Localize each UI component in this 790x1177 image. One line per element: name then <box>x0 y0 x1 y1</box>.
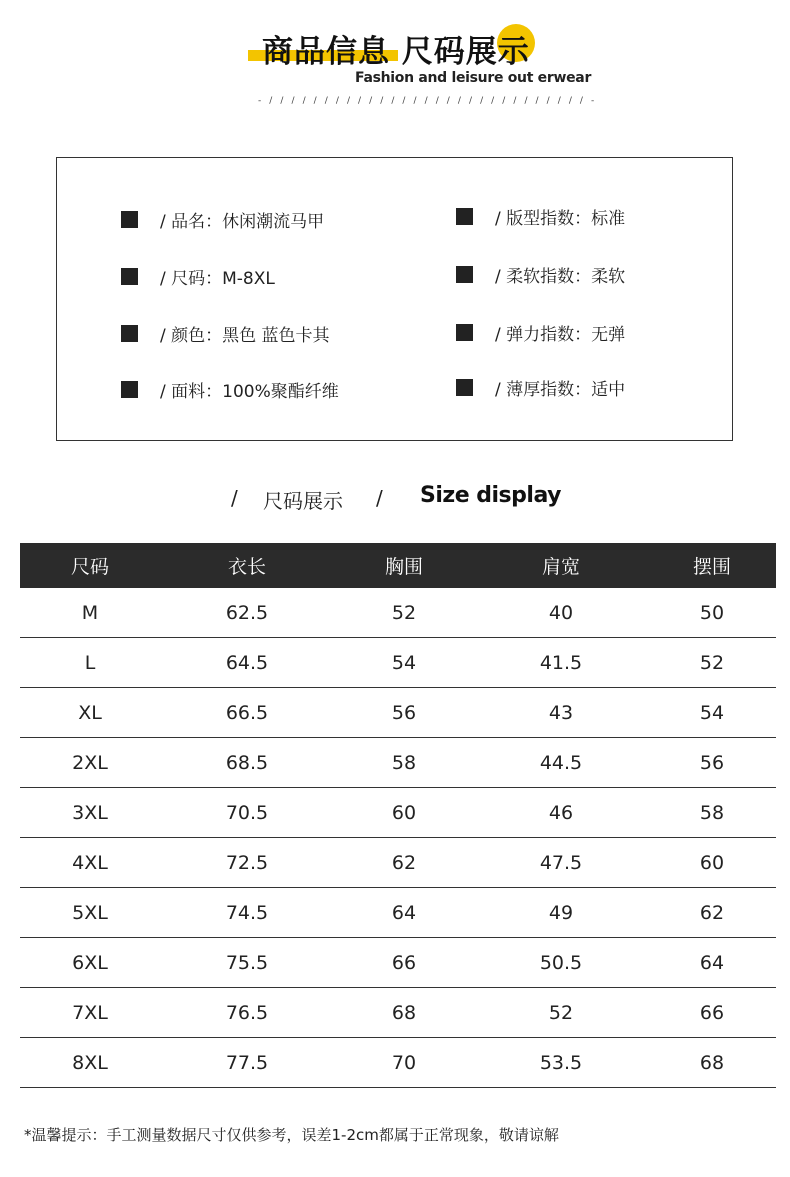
page-subtitle: Fashion and leisure out erwear <box>355 70 592 86</box>
bullet-square-icon <box>121 211 138 228</box>
bullet-square-icon <box>456 266 473 283</box>
cell-chest: 64 <box>334 888 474 938</box>
cell-hem: 62 <box>648 888 776 938</box>
cell-length: 68.5 <box>160 738 334 788</box>
info-softness: / 柔软指数：柔软 <box>495 267 626 287</box>
table-row <box>20 838 776 888</box>
header-size: 尺码 <box>20 543 160 588</box>
table-header-row <box>20 543 776 588</box>
cell-hem: 68 <box>648 1038 776 1088</box>
info-item <box>121 264 275 289</box>
table-row <box>20 938 776 988</box>
cell-chest: 68 <box>334 988 474 1038</box>
table-row <box>20 588 776 638</box>
cell-size: 7XL <box>20 988 160 1038</box>
cell-length: 66.5 <box>160 688 334 738</box>
bullet-square-icon <box>121 268 138 285</box>
cell-shoulder: 41.5 <box>474 638 648 688</box>
cell-length: 77.5 <box>160 1038 334 1088</box>
header-chest: 胸围 <box>334 543 474 588</box>
cell-size: 4XL <box>20 838 160 888</box>
cell-shoulder: 40 <box>474 588 648 638</box>
info-item <box>121 321 330 346</box>
cell-length: 62.5 <box>160 588 334 638</box>
bullet-square-icon <box>456 324 473 341</box>
table-row <box>20 688 776 738</box>
measurement-note: *温馨提示：手工测量数据尺寸仅供参考，误差1-2cm都属于正常现象，敬请谅解 <box>24 1126 559 1144</box>
cell-chest: 56 <box>334 688 474 738</box>
bullet-square-icon <box>121 325 138 342</box>
cell-shoulder: 50.5 <box>474 938 648 988</box>
cell-hem: 50 <box>648 588 776 638</box>
cell-shoulder: 43 <box>474 688 648 738</box>
header-shoulder: 肩宽 <box>474 543 648 588</box>
table-row <box>20 788 776 838</box>
info-color: / 颜色：黑色 蓝色卡其 <box>160 326 330 346</box>
heading-slash: / <box>376 486 383 510</box>
cell-shoulder: 52 <box>474 988 648 1038</box>
table-row <box>20 1038 776 1088</box>
cell-length: 75.5 <box>160 938 334 988</box>
table-row <box>20 988 776 1038</box>
info-name: / 品名：休闲潮流马甲 <box>160 212 325 232</box>
product-info-box <box>56 157 733 441</box>
table-row <box>20 738 776 788</box>
cell-shoulder: 53.5 <box>474 1038 648 1088</box>
cell-chest: 52 <box>334 588 474 638</box>
cell-shoulder: 49 <box>474 888 648 938</box>
heading-slash: / <box>231 486 238 510</box>
cell-size: 6XL <box>20 938 160 988</box>
info-item <box>456 320 625 345</box>
cell-size: 5XL <box>20 888 160 938</box>
cell-shoulder: 46 <box>474 788 648 838</box>
cell-chest: 70 <box>334 1038 474 1088</box>
cell-chest: 54 <box>334 638 474 688</box>
size-display-heading <box>0 478 790 518</box>
info-thickness: / 薄厚指数：适中 <box>495 380 626 400</box>
info-elasticity: / 弹力指数：无弹 <box>495 325 626 345</box>
size-table <box>20 543 776 1088</box>
cell-chest: 66 <box>334 938 474 988</box>
cell-size: 3XL <box>20 788 160 838</box>
cell-hem: 56 <box>648 738 776 788</box>
cell-chest: 58 <box>334 738 474 788</box>
info-item <box>121 377 339 402</box>
info-item <box>456 262 625 287</box>
cell-shoulder: 47.5 <box>474 838 648 888</box>
table-row <box>20 638 776 688</box>
cell-length: 74.5 <box>160 888 334 938</box>
cell-chest: 62 <box>334 838 474 888</box>
cell-hem: 66 <box>648 988 776 1038</box>
heading-cn: 尺码展示 <box>263 489 343 513</box>
cell-hem: 60 <box>648 838 776 888</box>
cell-size: L <box>20 638 160 688</box>
bullet-square-icon <box>456 379 473 396</box>
bullet-square-icon <box>456 208 473 225</box>
info-item <box>456 204 625 229</box>
cell-shoulder: 44.5 <box>474 738 648 788</box>
info-item <box>121 207 324 232</box>
cell-chest: 60 <box>334 788 474 838</box>
cell-length: 72.5 <box>160 838 334 888</box>
header-hem: 摆围 <box>648 543 776 588</box>
cell-hem: 58 <box>648 788 776 838</box>
info-item <box>456 375 625 400</box>
header-length: 衣长 <box>160 543 334 588</box>
header <box>0 0 790 110</box>
cell-length: 76.5 <box>160 988 334 1038</box>
info-fit: / 版型指数：标准 <box>495 209 626 229</box>
bullet-square-icon <box>121 381 138 398</box>
cell-hem: 64 <box>648 938 776 988</box>
page-title: 商品信息 尺码展示 <box>262 34 530 70</box>
info-size: / 尺码：M-8XL <box>160 269 275 289</box>
table-row <box>20 888 776 938</box>
cell-size: 8XL <box>20 1038 160 1088</box>
cell-hem: 54 <box>648 688 776 738</box>
divider-slashes: - / / / / / / / / / / / / / / / / / / / / / / / / / / / / / - <box>258 96 597 106</box>
cell-size: 2XL <box>20 738 160 788</box>
cell-hem: 52 <box>648 638 776 688</box>
cell-size: M <box>20 588 160 638</box>
info-fabric: / 面料：100%聚酯纤维 <box>160 382 339 402</box>
cell-size: XL <box>20 688 160 738</box>
cell-length: 64.5 <box>160 638 334 688</box>
cell-length: 70.5 <box>160 788 334 838</box>
heading-en: Size display <box>420 483 561 508</box>
